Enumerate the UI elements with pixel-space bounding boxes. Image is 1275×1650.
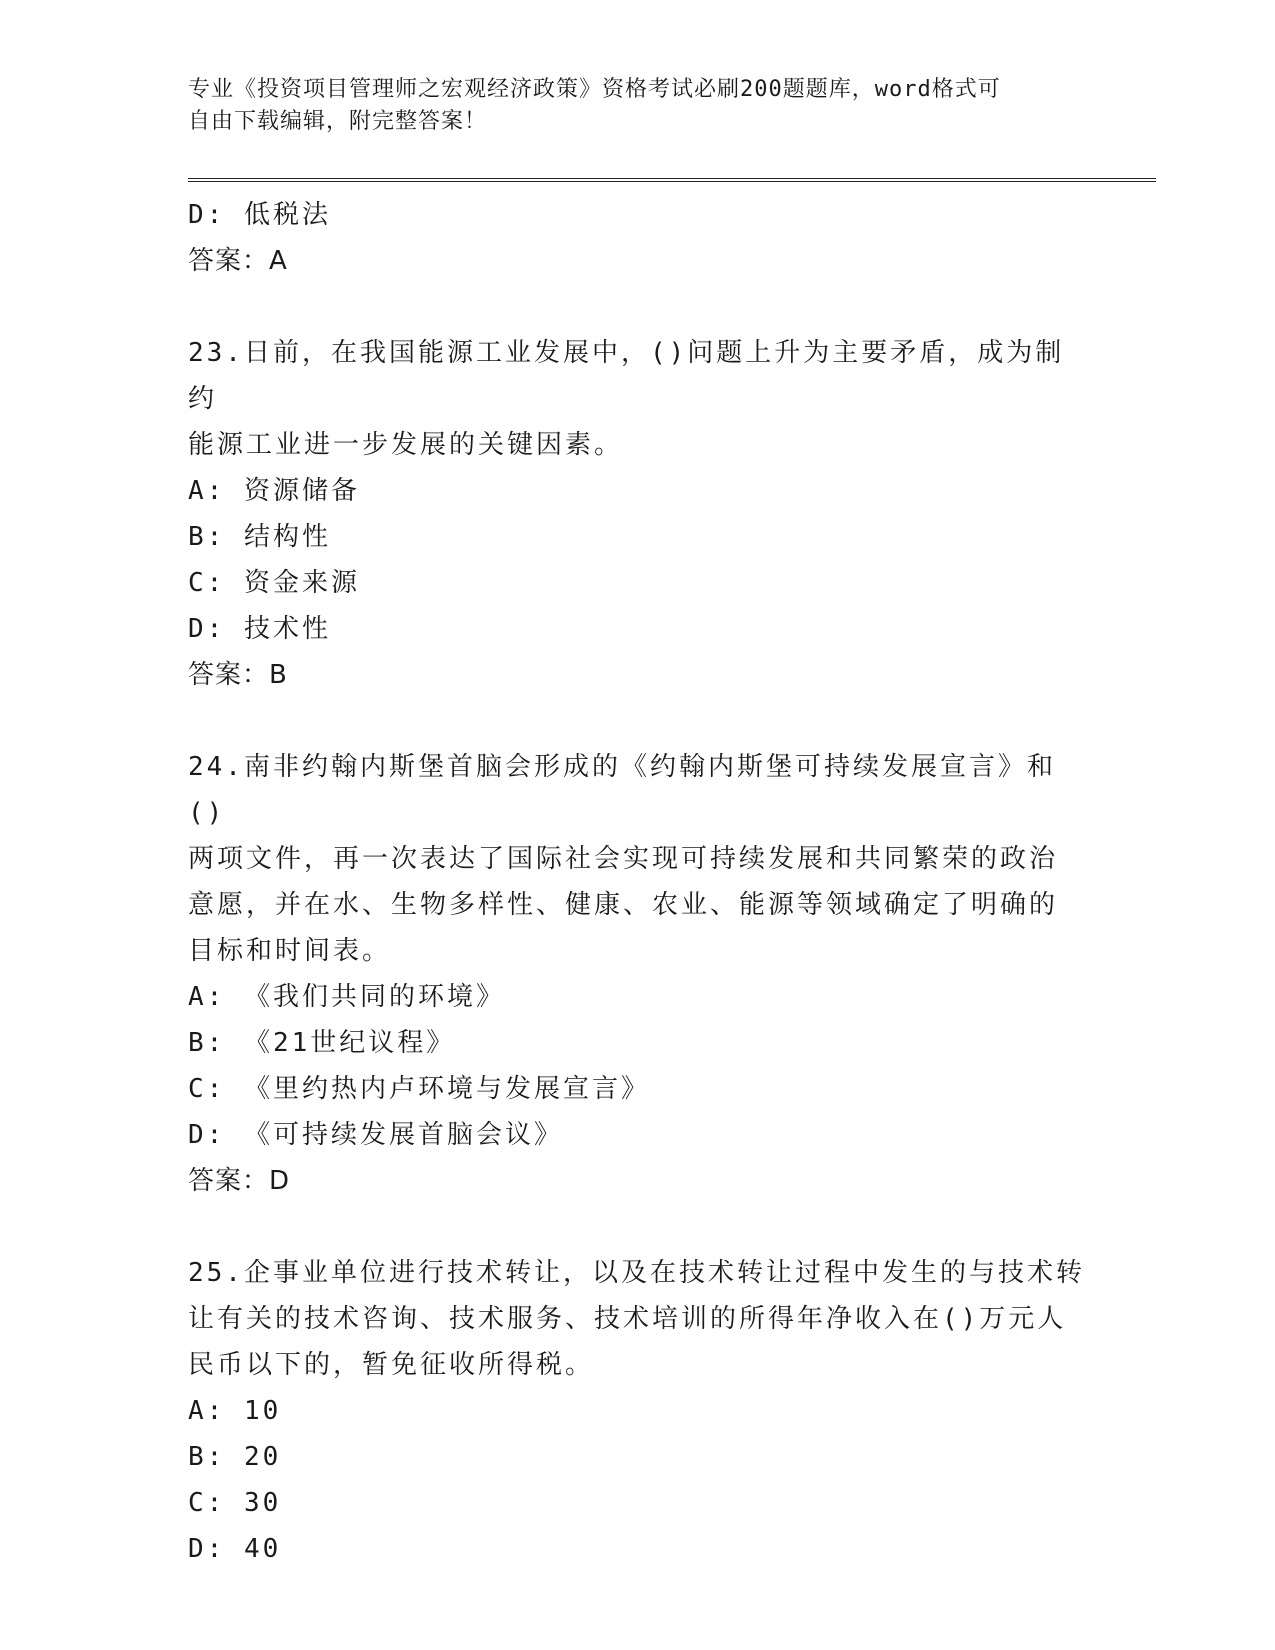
header-line-1: 专业《投资项目管理师之宏观经济政策》资格考试必刷200题题库，word格式可 (188, 77, 1001, 102)
option-d: D: 《可持续发展首脑会议》 (188, 1120, 563, 1150)
stem-line: 两项文件，再一次表达了国际社会实现可持续发展和共同繁荣的政治 (188, 844, 1059, 874)
option-c: C: 资金来源 (188, 568, 360, 598)
stem-line: 意愿，并在水、生物多样性、健康、农业、能源等领域确定了明确的 (188, 890, 1059, 920)
answer: 答案：B (188, 660, 288, 690)
question-stem (188, 744, 1088, 974)
question-24 (188, 744, 1088, 1204)
option-c: C: 《里约热内卢环境与发展宣言》 (188, 1074, 650, 1104)
question-23 (188, 330, 1088, 698)
page-header (188, 74, 1088, 138)
question-stem (188, 1250, 1088, 1388)
option-b: B: 《21世纪议程》 (188, 1028, 456, 1058)
question-25 (188, 1250, 1088, 1572)
option-c: C: 30 (188, 1488, 282, 1518)
option-d: D: 低税法 (188, 200, 331, 230)
option-b: B: 20 (188, 1442, 282, 1472)
stem-line: 让有关的技术咨询、技术服务、技术培训的所得年净收入在()万元人 (188, 1304, 1067, 1334)
stem-line: 23.日前，在我国能源工业发展中，()问题上升为主要矛盾，成为制约 (188, 338, 1065, 414)
stem-line: 目标和时间表。 (188, 936, 392, 966)
option-a: A: 资源储备 (188, 476, 360, 506)
option-b: B: 结构性 (188, 522, 331, 552)
header-line-2: 自由下载编辑，附完整答案！ (188, 109, 488, 134)
option-a: A: 10 (188, 1396, 282, 1426)
answer: 答案：D (188, 1166, 291, 1196)
answer: 答案：A (188, 246, 288, 276)
option-d: D: 40 (188, 1534, 282, 1564)
option-a: A: 《我们共同的环境》 (188, 982, 505, 1012)
option-d: D: 技术性 (188, 614, 331, 644)
stem-line: 民币以下的，暂免征收所得税。 (188, 1350, 595, 1380)
previous-question-tail (188, 192, 1088, 284)
header-divider (188, 178, 1156, 182)
stem-line: 25.企事业单位进行技术转让，以及在技术转让过程中发生的与技术转 (188, 1258, 1085, 1288)
question-stem (188, 330, 1088, 468)
document-body (188, 192, 1088, 1572)
stem-line: 24.南非约翰内斯堡首脑会形成的《约翰内斯堡可持续发展宣言》和() (188, 752, 1056, 828)
stem-line: 能源工业进一步发展的关键因素。 (188, 430, 624, 460)
